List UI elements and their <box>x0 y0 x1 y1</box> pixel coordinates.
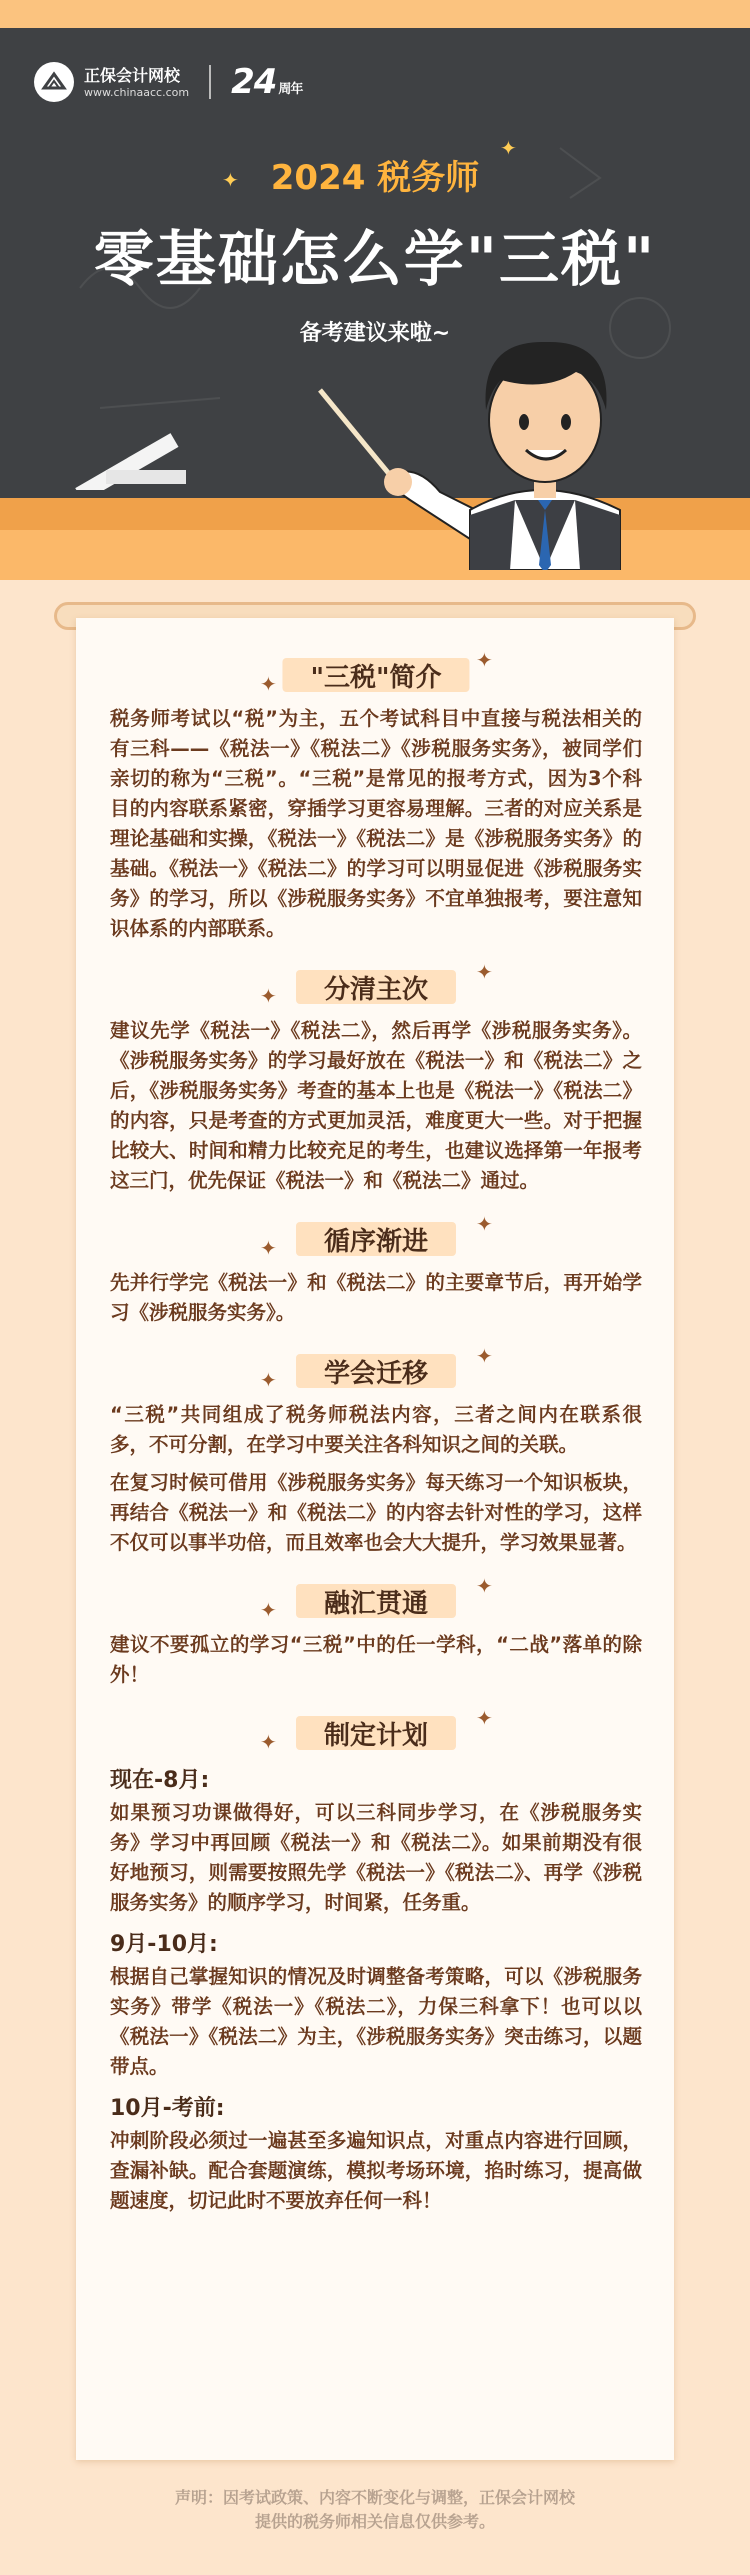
sparkle-icon: ✦ <box>260 1598 277 1622</box>
sparkle-icon: ✦ <box>222 168 239 192</box>
sub-title: 备考建议来啦~ <box>299 321 451 346</box>
section-heading-tag <box>296 970 456 1004</box>
teacher-illustration <box>290 300 690 570</box>
chalk-pieces <box>66 430 196 490</box>
section-heading <box>110 1706 642 1754</box>
sparkle-icon: ✦ <box>260 1730 277 1754</box>
plan-period-title: 现在-8月: <box>110 1768 210 1793</box>
sparkle-icon: ✦ <box>476 1344 493 1368</box>
logo-url: www.chinaacc.com <box>84 85 190 99</box>
logo-name: 正保会计网校 <box>84 65 181 85</box>
anniversary-suffix: 周年 <box>278 82 303 97</box>
main-title: 零基础怎么学"三税" <box>93 225 657 295</box>
article-content <box>110 632 642 2216</box>
section-heading-text: 分清主次 <box>323 974 429 1005</box>
section-heading-tag <box>296 1354 456 1388</box>
top-strip <box>0 0 750 28</box>
disclaimer-line-1: 声明：因考试政策、内容不断变化与调整，正保会计网校 <box>174 2488 575 2507</box>
section-heading-text: 融汇贯通 <box>323 1588 429 1619</box>
section-heading-text: 循序渐进 <box>323 1226 429 1257</box>
section-paragraph: 建议先学《税法一》《税法二》，然后再学《涉税服务实务》。《涉税服务实务》的学习最好放在《税法一》和《税法二》之后，《涉税服务实务》考查的基本上也是《税法一》《税法二》的内容，只是考查的方式更加灵活，难度更大一些。对于把握比较大、时间和精力比较充足的考生，也建议选择第一年报考这三门，优先保证《税法一》和《税法二》通过。 <box>110 1019 642 1192</box>
section-paragraph: “三税”共同组成了税务师税法内容，三者之间内在联系很多，不可分割，在学习中要关注各科知识之间的关联。 <box>110 1403 642 1456</box>
section-heading <box>110 960 642 1008</box>
section-heading <box>110 1344 642 1392</box>
sparkle-icon: ✦ <box>260 672 277 696</box>
sparkle-icon: ✦ <box>476 960 493 984</box>
sparkle-icon: ✦ <box>260 984 277 1008</box>
section-paragraph: 先并行学完《税法一》和《税法二》的主要章节后，再开始学习《涉税服务实务》。 <box>110 1271 642 1324</box>
logo-icon <box>34 62 74 102</box>
section-heading-tag <box>296 1716 456 1750</box>
section-heading <box>110 1212 642 1260</box>
disclaimer <box>0 2486 750 2534</box>
sparkle-icon: ✦ <box>260 1236 277 1260</box>
plan-period-text: 冲刺阶段必须过一遍甚至多遍知识点，对重点内容进行回顾，查漏补缺。配合套题演练，模拟考场环境，掐时练习，提高做题速度，切记此时不要放弃任何一科！ <box>110 2129 642 2212</box>
anniversary-badge <box>231 62 302 102</box>
plan-period-text: 如果预习功课做得好，可以三科同步学习，在《涉税服务实务》学习中再回顾《税法一》和《税法二》。如果前期没有很好地预习，则需要按照先学《税法一》《税法二》、再学《涉税服务实务》的顺序学习，时间紧，任务重。 <box>110 1801 642 1914</box>
sparkle-icon: ✦ <box>500 136 517 160</box>
section-heading-text: 学会迁移 <box>323 1358 429 1389</box>
plan-period-text: 根据自己掌握知识的情况及时调整备考策略，可以《涉税服务实务》带学《税法一》《税法二》，力保三科拿下！也可以以《税法一》《税法二》为主，《涉税服务实务》突击练习，以题带点。 <box>110 1965 642 2078</box>
plan-period-title: 9月-10月: <box>110 1932 218 1957</box>
sparkle-icon: ✦ <box>476 648 493 672</box>
plan-period-title: 10月-考前: <box>110 2096 225 2121</box>
sparkle-icon: ✦ <box>260 1368 277 1392</box>
section-heading-tag <box>296 1222 456 1256</box>
section-heading-tag <box>296 1584 456 1618</box>
disclaimer-line-2: 提供的税务师相关信息仅供参考。 <box>254 2512 495 2531</box>
section-paragraph: 税务师考试以“税”为主，五个考试科目中直接与税法相关的有三科——《税法一》《税法二》《涉税服务实务》，被同学们亲切的称为“三税”。“三税”是常见的报考方式，因为3个科目的内容联系紧密，穿插学习更容易理解。三者的对应关系是理论基础和实操，《税法一》《税法二》是《涉税服务实务》的基础。《税法一》《税法二》的学习可以明显促进《涉税服务实务》的学习，所以《涉税服务实务》不宜单独报考，要注意知识体系的内部联系。 <box>110 707 642 940</box>
section-heading-text: "三税"简介 <box>310 662 442 693</box>
sparkle-icon: ✦ <box>476 1574 493 1598</box>
anniversary-number: 24 <box>231 62 277 102</box>
sparkle-icon: ✦ <box>476 1212 493 1236</box>
subject-title: 2024 税务师 <box>270 158 480 198</box>
section-heading <box>110 1574 642 1622</box>
section-heading-tag <box>282 658 469 692</box>
section-heading <box>110 648 642 696</box>
logo-divider <box>209 65 211 99</box>
section-heading-text: 制定计划 <box>323 1720 429 1751</box>
brand-logo <box>34 62 302 102</box>
section-paragraph: 在复习时候可借用《涉税服务实务》每天练习一个知识板块，再结合《税法一》和《税法二》的内容去针对性的学习，这样不仅可以事半功倍，而且效率也会大大提升，学习效果显著。 <box>110 1471 642 1554</box>
section-paragraph: 建议不要孤立的学习“三税”中的任一学科，“二战”落单的除外！ <box>110 1633 642 1686</box>
sparkle-icon: ✦ <box>476 1706 493 1730</box>
